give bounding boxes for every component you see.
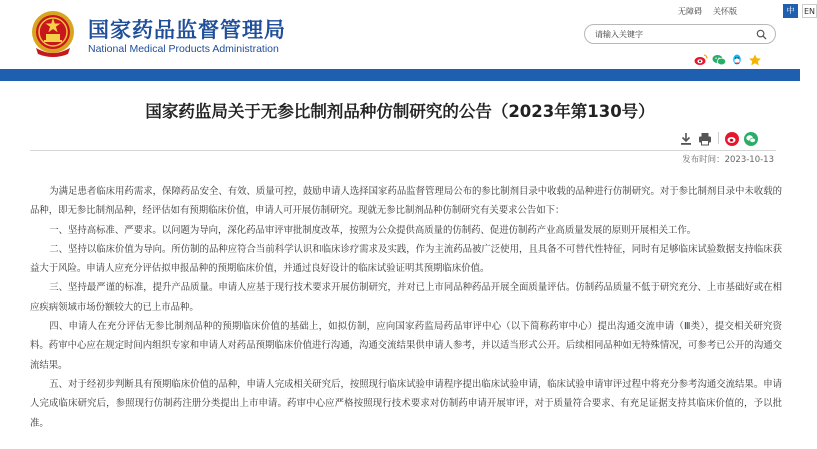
search-input[interactable] [595,28,745,41]
care-mode-link[interactable]: 关怀版 [713,6,737,16]
article-tools [679,130,763,146]
search-box [584,24,776,44]
article-paragraph-5: 五、对于经初步判断具有预期临床价值的品种，申请人完成相关研究后，按照现行临床试验申请程序提出临床试验申请，临床试验申请审评过程中将充分参考沟通交流结果。申请人完成临床研究后，参照现行仿制药注册分类提出上市申请。药审中心应严格按照现行技术要求对仿制药申请开展审评，对于质量符合要求、有充足证据支持其临床价值的，予以批准。 [30,378,782,429]
site-header [0,0,816,64]
main-nav-bar [0,69,800,81]
article-paragraph-3: 三、坚持最严谨的标准，提升产品质量。申请人应基于现行技术要求开展仿制研究，并对已上市同品种药品开展全面质量评估。仿制药品质量不低于研究充分、上市基础好或在相应疾病领域市场份额较大的已上市品种。 [30,282,782,313]
lang-zh-button[interactable]: 中 [783,4,798,18]
site-title-cn[interactable]: 国家药品监督管理局 [88,18,286,42]
title-divider [30,150,776,151]
national-emblem-icon[interactable] [30,8,76,60]
article-title: 国家药监局关于无参比制剂品种仿制研究的公告（2023年第130号） [145,102,655,121]
header-share-icons [694,51,762,63]
site-title-en[interactable]: National Medical Products Administration [88,43,279,55]
article-paragraph-1: 一、坚持高标准、严要求。以问题为导向，深化药品审评审批制度改革，按照为公众提供高质量的仿制药、促进仿制药产业高质量发展的原则开展相关工作。 [49,224,697,236]
search-icon[interactable] [756,29,767,40]
tools-divider [718,132,719,144]
top-links [678,3,817,19]
article-paragraph-intro: 为满足患者临床用药需求，保障药品安全、有效、质量可控，鼓励申请人选择国家药品监督管理局公布的参比制剂目录中收载的品种进行仿制研究。对于参比制剂目录中未收载的品种，即无参比制剂品种，经评估如有预期临床价值，申请人可开展仿制研究。现就无参比制剂品种仿制研究有关要求公告如下： [30,186,782,217]
article-paragraph-2: 二、坚持以临床价值为导向。所仿制的品种应符合当前科学认识和临床诊疗需求及实践，作为主流药品被广泛使用，且具备不可替代性特征，同时有足够临床试验数据支持临床获益大于风险。申请人应充分评估拟申报品种的预期临床价值，并通过良好设计的临床试验证明其预期临床价值。 [30,243,782,275]
lang-en-button[interactable]: EN [802,4,817,18]
share-weibo-icon[interactable] [725,131,739,145]
publish-date: 发布时间：2023-10-13 [682,155,774,165]
weibo-icon[interactable] [694,51,708,63]
accessibility-link[interactable]: 无障碍 [678,6,702,16]
qzone-icon[interactable] [748,51,762,63]
share-wechat-icon[interactable] [744,131,758,145]
wechat-icon[interactable] [712,51,726,63]
download-icon[interactable] [679,131,693,145]
article-body [30,182,782,433]
qq-icon[interactable] [730,51,744,63]
article-paragraph-4: 四、申请人在充分评估无参比制剂品种的预期临床价值的基础上，如拟仿制，应向国家药监局药品审评中心（以下简称药审中心）提出沟通交流申请（Ⅲ类），提交相关研究资料。药审中心应在规定时间内组织专家和申请人对药品预期临床价值进行沟通，沟通交流结果供申请人参考，并以适当形式公开。后续相同品种如无特殊情况，可参考已公开的沟通交流结果。 [30,321,782,371]
print-icon[interactable] [698,131,712,145]
